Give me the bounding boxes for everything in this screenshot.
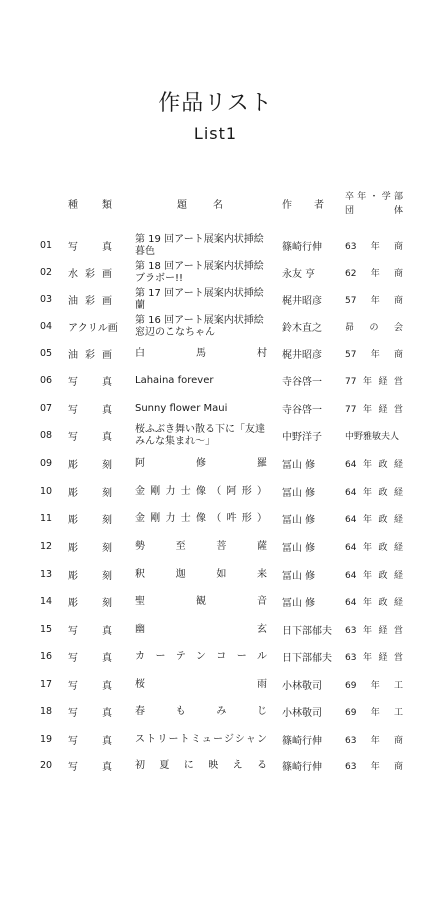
artwork-author-cell bbox=[282, 671, 336, 698]
artwork-kind: 写真 bbox=[68, 377, 112, 388]
artwork-kind: 写真 bbox=[68, 681, 112, 692]
artwork-author: 梶井昭彦 bbox=[282, 296, 322, 307]
artwork-graduation-cell bbox=[345, 588, 407, 615]
artwork-author: 小林敬司 bbox=[282, 681, 322, 692]
row-number: 12 bbox=[40, 541, 53, 552]
artwork-graduation-cell bbox=[345, 478, 407, 505]
artwork-graduation-cell bbox=[345, 505, 407, 532]
artwork-title: カーテンコール bbox=[135, 650, 267, 662]
row-number-cell bbox=[40, 478, 56, 505]
row-number-cell bbox=[40, 616, 56, 643]
artwork-author: 冨山 修 bbox=[282, 571, 316, 582]
artwork-title: 第 16 回アート展案内状挿絵 窓辺のこなちゃん bbox=[135, 314, 264, 338]
artwork-kind-cell bbox=[68, 450, 112, 477]
artwork-title-cell bbox=[135, 588, 267, 615]
header-grad-char: 学 bbox=[381, 192, 391, 202]
artwork-author: 中野洋子 bbox=[282, 432, 322, 443]
artwork-author: 寺谷啓一 bbox=[282, 405, 322, 416]
artwork-title: 第 18 回アート展案内状挿絵 ブラボー!! bbox=[135, 260, 264, 284]
artwork-author: 篠崎行伸 bbox=[282, 242, 322, 253]
artwork-kind: 写真 bbox=[68, 405, 112, 416]
artwork-author: 冨山 修 bbox=[282, 460, 316, 471]
artwork-author-cell bbox=[282, 259, 336, 286]
row-number-cell bbox=[40, 561, 56, 588]
table-row bbox=[0, 561, 431, 588]
artwork-title-cell bbox=[135, 533, 267, 560]
artwork-kind-cell bbox=[68, 395, 112, 422]
table-row bbox=[0, 671, 431, 698]
artwork-kind: 写真 bbox=[68, 736, 112, 747]
table-row bbox=[0, 533, 431, 560]
artwork-author-cell bbox=[282, 533, 336, 560]
artwork-title: 桜ふぶき舞い散る下に「友達みんな集まれ～」 bbox=[135, 423, 265, 447]
artwork-kind-cell bbox=[68, 367, 112, 394]
row-number-cell bbox=[40, 395, 56, 422]
artwork-graduation: 昴の会 bbox=[345, 323, 403, 333]
artwork-title-cell bbox=[135, 367, 267, 394]
row-number: 19 bbox=[40, 734, 53, 745]
artwork-author: 冨山 修 bbox=[282, 488, 316, 499]
artwork-kind: 彫刻 bbox=[68, 460, 112, 471]
header-author-char: 者 bbox=[314, 200, 324, 211]
artwork-kind-cell bbox=[68, 286, 112, 313]
row-number-cell bbox=[40, 340, 56, 367]
artwork-author-cell bbox=[282, 505, 336, 532]
header-grad-char: 団 bbox=[345, 206, 355, 216]
row-number: 05 bbox=[40, 348, 53, 359]
row-number: 14 bbox=[40, 596, 53, 607]
artwork-graduation-cell bbox=[345, 643, 407, 670]
row-number-cell bbox=[40, 698, 56, 725]
artwork-title-cell bbox=[135, 232, 267, 259]
artwork-title-cell bbox=[135, 616, 267, 643]
row-number-cell bbox=[40, 422, 56, 449]
row-number-cell bbox=[40, 259, 56, 286]
row-number-cell bbox=[40, 533, 56, 560]
artwork-graduation-cell bbox=[345, 698, 407, 725]
table-row bbox=[0, 259, 431, 286]
artwork-kind-cell bbox=[68, 232, 112, 259]
artwork-kind: アクリル画 bbox=[68, 323, 118, 334]
artwork-author: 冨山 修 bbox=[282, 515, 316, 526]
table-row bbox=[0, 588, 431, 615]
artwork-title: Sunny flower Maui bbox=[135, 402, 228, 414]
artwork-graduation: 63年商 bbox=[345, 242, 403, 252]
artwork-title-cell bbox=[135, 643, 267, 670]
artwork-graduation: 77年経営 bbox=[345, 405, 403, 415]
artwork-kind-cell bbox=[68, 726, 112, 753]
artwork-author-cell bbox=[282, 286, 336, 313]
artwork-graduation: 64年政経 bbox=[345, 598, 403, 608]
row-number-cell bbox=[40, 726, 56, 753]
artwork-author: 篠崎行伸 bbox=[282, 762, 322, 773]
artwork-graduation: 63年経営 bbox=[345, 653, 403, 663]
artwork-title-cell bbox=[135, 395, 267, 422]
artwork-title: 第 19 回アート展案内状挿絵 暮色 bbox=[135, 233, 264, 257]
artwork-kind: 写真 bbox=[68, 242, 112, 253]
artwork-graduation-cell bbox=[345, 313, 407, 340]
table-row bbox=[0, 616, 431, 643]
artwork-kind: 油彩画 bbox=[68, 350, 112, 361]
row-number-cell bbox=[40, 450, 56, 477]
artwork-graduation-cell bbox=[345, 726, 407, 753]
artwork-kind: 写真 bbox=[68, 626, 112, 637]
artwork-graduation: 69年工 bbox=[345, 708, 403, 718]
artwork-author: 日下部郁夫 bbox=[282, 626, 332, 637]
header-grad-char: ・ bbox=[369, 192, 379, 202]
artwork-title: 白馬村 bbox=[135, 347, 267, 359]
artwork-graduation-cell bbox=[345, 259, 407, 286]
table-row bbox=[0, 313, 431, 340]
row-number-cell bbox=[40, 505, 56, 532]
artwork-graduation-cell bbox=[345, 340, 407, 367]
artwork-graduation-cell bbox=[345, 671, 407, 698]
artwork-kind: 水彩画 bbox=[68, 269, 112, 280]
artwork-title-cell bbox=[135, 698, 267, 725]
artwork-kind-cell bbox=[68, 561, 112, 588]
table-row bbox=[0, 450, 431, 477]
artwork-author: 日下部郁夫 bbox=[282, 653, 332, 664]
artwork-title-cell bbox=[135, 259, 267, 286]
artwork-kind-cell bbox=[68, 259, 112, 286]
header-kind-char: 類 bbox=[102, 200, 112, 211]
artwork-author-cell bbox=[282, 588, 336, 615]
artwork-author: 小林敬司 bbox=[282, 708, 322, 719]
artwork-author-cell bbox=[282, 616, 336, 643]
artwork-author-cell bbox=[282, 643, 336, 670]
artwork-graduation-cell bbox=[345, 232, 407, 259]
row-number: 18 bbox=[40, 706, 53, 717]
artwork-author: 冨山 修 bbox=[282, 598, 316, 609]
table-row bbox=[0, 478, 431, 505]
header-title-char: 題 bbox=[177, 200, 187, 211]
row-number: 08 bbox=[40, 430, 53, 441]
row-number-cell bbox=[40, 588, 56, 615]
artwork-title: ストリートミュージシャン bbox=[135, 733, 267, 745]
row-number-cell bbox=[40, 643, 56, 670]
artwork-kind: 写真 bbox=[68, 762, 112, 773]
artwork-title: 桜雨 bbox=[135, 678, 267, 690]
row-number: 01 bbox=[40, 240, 53, 251]
row-number-cell bbox=[40, 313, 56, 340]
artwork-title-cell bbox=[135, 505, 267, 532]
table-row bbox=[0, 698, 431, 725]
table-row bbox=[0, 232, 431, 259]
artwork-graduation: 64年政経 bbox=[345, 488, 403, 498]
artwork-graduation-cell bbox=[345, 561, 407, 588]
row-number: 13 bbox=[40, 569, 53, 580]
artwork-kind-cell bbox=[68, 313, 118, 340]
artwork-title-cell bbox=[135, 422, 267, 449]
artwork-graduation: 64年政経 bbox=[345, 515, 403, 525]
artwork-graduation: 63年商 bbox=[345, 762, 403, 772]
artwork-graduation: 57年商 bbox=[345, 350, 403, 360]
row-number: 15 bbox=[40, 624, 53, 635]
header-title-char: 名 bbox=[213, 200, 223, 211]
artwork-title: 初夏に映える bbox=[135, 759, 267, 771]
row-number: 10 bbox=[40, 486, 53, 497]
artwork-graduation-cell bbox=[345, 752, 407, 779]
row-number: 06 bbox=[40, 375, 53, 386]
header-grad-char: 年 bbox=[357, 192, 367, 202]
row-number: 20 bbox=[40, 760, 53, 771]
artwork-graduation: 64年政経 bbox=[345, 571, 403, 581]
artwork-author-cell bbox=[282, 313, 336, 340]
artwork-title-cell bbox=[135, 340, 267, 367]
artwork-author-cell bbox=[282, 395, 336, 422]
artwork-title: 釈迦如来 bbox=[135, 568, 267, 580]
artwork-author: 鈴木直之 bbox=[282, 323, 322, 334]
artwork-author: 永友 亨 bbox=[282, 269, 316, 280]
artwork-kind: 彫刻 bbox=[68, 598, 112, 609]
artwork-graduation: 63年経営 bbox=[345, 626, 403, 636]
row-number: 16 bbox=[40, 651, 53, 662]
header-grad-char: 部 bbox=[393, 192, 403, 202]
artwork-kind-cell bbox=[68, 698, 112, 725]
artwork-kind: 彫刻 bbox=[68, 515, 112, 526]
artwork-title: 金剛力士像（阿形） bbox=[135, 485, 267, 497]
artwork-kind-cell bbox=[68, 643, 112, 670]
header-kind-char: 種 bbox=[68, 200, 78, 211]
artwork-graduation-cell bbox=[345, 533, 407, 560]
table-row bbox=[0, 726, 431, 753]
artwork-kind: 写真 bbox=[68, 708, 112, 719]
artwork-author: 篠崎行伸 bbox=[282, 736, 322, 747]
artwork-author-cell bbox=[282, 698, 336, 725]
row-number: 04 bbox=[40, 321, 53, 332]
artwork-kind: 彫刻 bbox=[68, 543, 112, 554]
artwork-title-cell bbox=[135, 478, 267, 505]
artwork-title-cell bbox=[135, 313, 267, 340]
header-grad-char: 体 bbox=[393, 206, 403, 216]
header-title bbox=[135, 196, 265, 211]
header-graduation bbox=[345, 190, 403, 218]
artwork-title: 聖観音 bbox=[135, 595, 267, 607]
artwork-graduation: 64年政経 bbox=[345, 543, 403, 553]
artwork-author: 寺谷啓一 bbox=[282, 377, 322, 388]
artwork-author-cell bbox=[282, 561, 336, 588]
artwork-author-cell bbox=[282, 367, 336, 394]
table-row bbox=[0, 505, 431, 532]
artwork-kind: 写真 bbox=[68, 653, 112, 664]
header-grad-char: 卒 bbox=[345, 192, 355, 202]
row-number: 02 bbox=[40, 267, 53, 278]
artwork-author-cell bbox=[282, 422, 336, 449]
artwork-title-cell bbox=[135, 561, 267, 588]
artwork-graduation: 57年商 bbox=[345, 296, 403, 306]
artwork-title: 第 17 回アート展案内状挿絵 蘭 bbox=[135, 287, 264, 311]
table-row bbox=[0, 340, 431, 367]
row-number-cell bbox=[40, 752, 56, 779]
artwork-graduation-cell bbox=[345, 286, 407, 313]
artwork-title: 幽玄 bbox=[135, 623, 267, 635]
row-number: 09 bbox=[40, 458, 53, 469]
artwork-title: Lahaina forever bbox=[135, 374, 214, 386]
artwork-author-cell bbox=[282, 726, 336, 753]
artwork-title-cell bbox=[135, 752, 267, 779]
artwork-kind-cell bbox=[68, 616, 112, 643]
header-kind bbox=[68, 196, 112, 211]
artwork-graduation-cell bbox=[345, 395, 407, 422]
row-number-cell bbox=[40, 671, 56, 698]
table-row bbox=[0, 367, 431, 394]
row-number: 11 bbox=[40, 513, 53, 524]
artwork-graduation: 69年工 bbox=[345, 681, 403, 691]
artwork-title: 勢至菩薩 bbox=[135, 540, 267, 552]
page-title: 作品リスト bbox=[158, 91, 273, 116]
artwork-graduation: 62年商 bbox=[345, 269, 403, 279]
artwork-graduation: 64年政経 bbox=[345, 460, 403, 470]
artwork-author-cell bbox=[282, 478, 336, 505]
table-row bbox=[0, 643, 431, 670]
artwork-graduation-cell bbox=[345, 422, 407, 449]
artwork-graduation-cell bbox=[345, 367, 407, 394]
artwork-graduation-cell bbox=[345, 450, 407, 477]
artwork-kind: 写真 bbox=[68, 432, 112, 443]
row-number-cell bbox=[40, 367, 56, 394]
artwork-title: 春もみじ bbox=[135, 705, 267, 717]
header-author-char: 作 bbox=[282, 200, 292, 211]
row-number: 17 bbox=[40, 679, 53, 690]
artwork-kind-cell bbox=[68, 505, 112, 532]
artwork-kind-cell bbox=[68, 422, 112, 449]
artwork-title: 金剛力士像（吽形） bbox=[135, 512, 267, 524]
artwork-kind-cell bbox=[68, 478, 112, 505]
artwork-author-cell bbox=[282, 450, 336, 477]
artwork-title-cell bbox=[135, 726, 267, 753]
artwork-kind-cell bbox=[68, 588, 112, 615]
artwork-title-cell bbox=[135, 450, 267, 477]
table-row bbox=[0, 422, 431, 449]
artwork-kind-cell bbox=[68, 671, 112, 698]
artwork-graduation: 77年経営 bbox=[345, 377, 403, 387]
row-number: 03 bbox=[40, 294, 53, 305]
table-row bbox=[0, 286, 431, 313]
artwork-title: 阿修羅 bbox=[135, 457, 267, 469]
artwork-kind-cell bbox=[68, 533, 112, 560]
artwork-kind: 彫刻 bbox=[68, 571, 112, 582]
table-row bbox=[0, 395, 431, 422]
artwork-graduation: 63年商 bbox=[345, 736, 403, 746]
artwork-kind-cell bbox=[68, 752, 112, 779]
artwork-graduation: 中野雅敏夫人 bbox=[345, 432, 400, 442]
header-author bbox=[282, 196, 324, 211]
artwork-title-cell bbox=[135, 671, 267, 698]
artwork-title-cell bbox=[135, 286, 267, 313]
artwork-graduation-cell bbox=[345, 616, 407, 643]
page-subtitle: List1 bbox=[193, 124, 238, 143]
artwork-author-cell bbox=[282, 340, 336, 367]
artwork-author-cell bbox=[282, 752, 336, 779]
table-row bbox=[0, 752, 431, 779]
row-number-cell bbox=[40, 286, 56, 313]
artwork-kind: 彫刻 bbox=[68, 488, 112, 499]
row-number: 07 bbox=[40, 403, 53, 414]
row-number-cell bbox=[40, 232, 56, 259]
artwork-author-cell bbox=[282, 232, 336, 259]
artwork-author: 梶井昭彦 bbox=[282, 350, 322, 361]
artwork-author: 冨山 修 bbox=[282, 543, 316, 554]
artwork-kind: 油彩画 bbox=[68, 296, 112, 307]
artwork-kind-cell bbox=[68, 340, 112, 367]
